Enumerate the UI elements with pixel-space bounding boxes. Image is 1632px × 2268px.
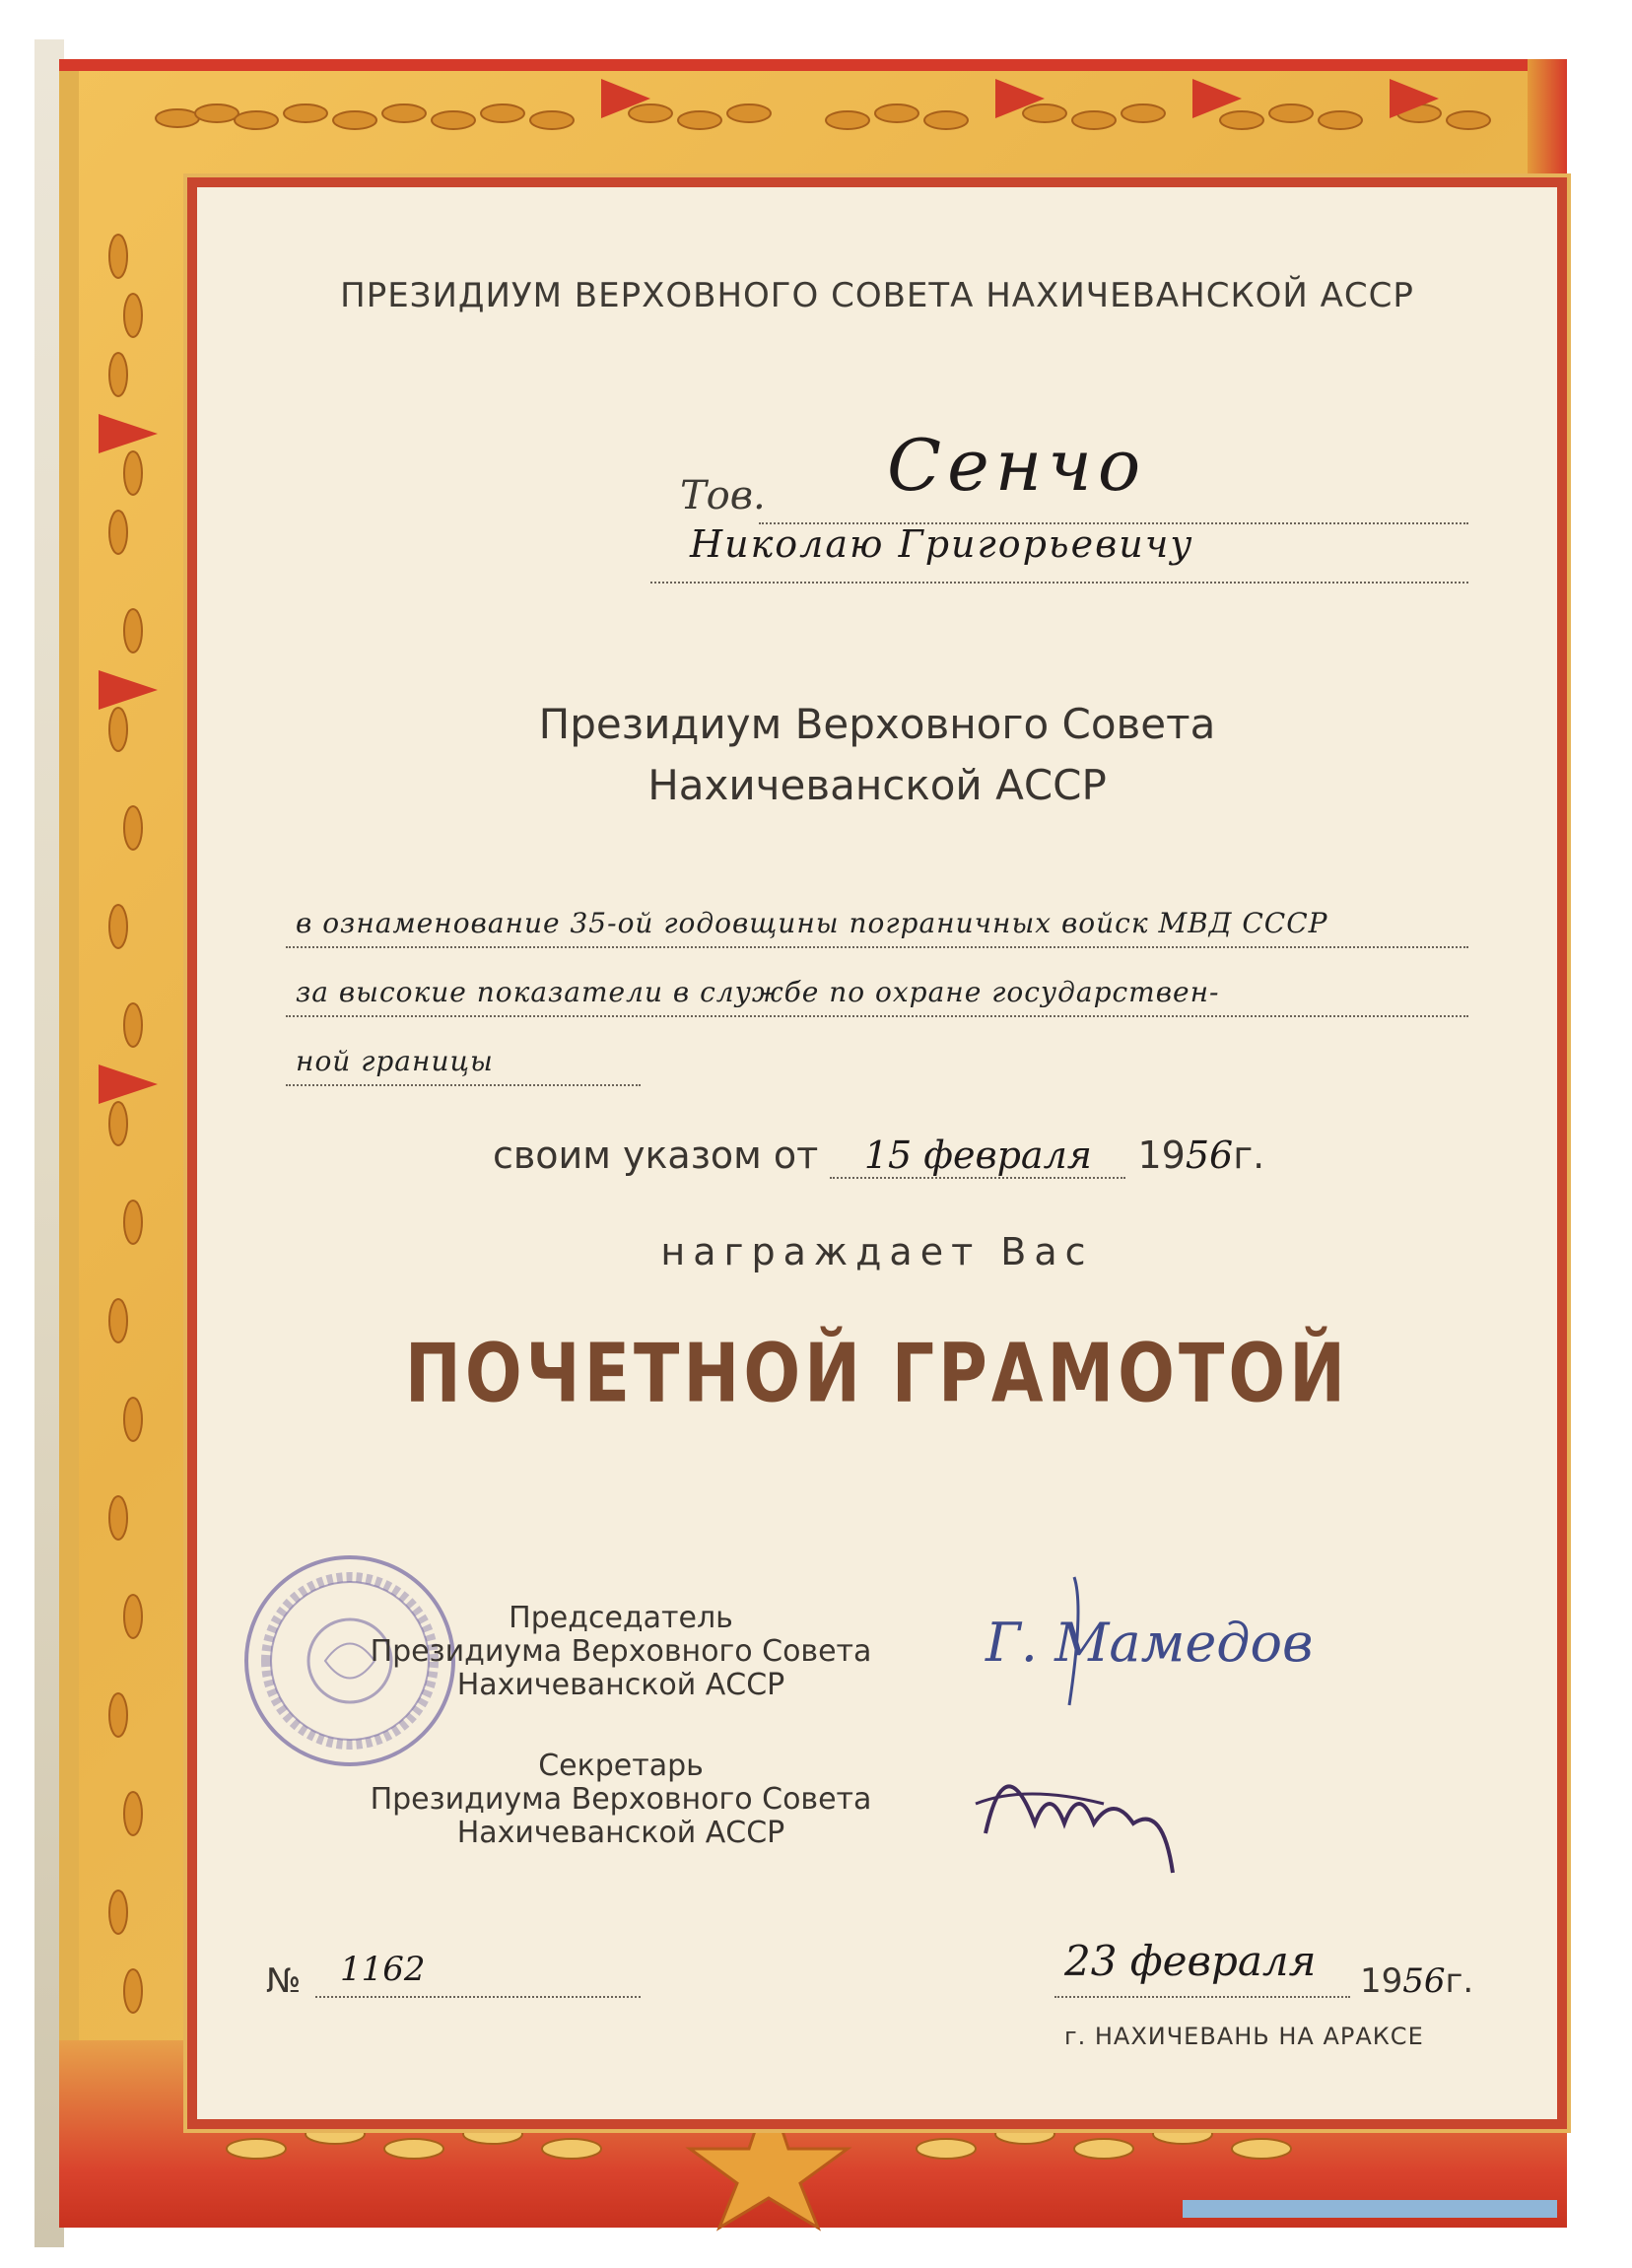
paper-edge-blue-strip	[1183, 2200, 1557, 2218]
red-flag-left-icon	[99, 414, 158, 1104]
decree-date: 15 февраля	[830, 1134, 1125, 1179]
reason-line-2-rule	[286, 1015, 1468, 1017]
body-title-line-2: Нахичеванской АССР	[647, 761, 1107, 809]
header-title: ПРЕЗИДИУМ ВЕРХОВНОГО СОВЕТА НАХИЧЕВАНСКОЙ АССР	[340, 276, 1414, 315]
chairman-signature	[976, 1567, 1314, 1715]
secretary-title-1: Секретарь	[538, 1749, 704, 1783]
decree-year-prefix: 19	[1137, 1134, 1186, 1177]
decree-prefix: своим указом от	[493, 1134, 819, 1177]
issued-date-line	[1054, 1996, 1350, 1998]
issued-year	[1360, 1961, 1473, 2001]
reason-line-1-rule	[286, 946, 1468, 948]
issue-city: г. НАХИЧЕВАНЬ НА АРАКСЕ	[1064, 2023, 1424, 2050]
issued-year-prefix: 19	[1360, 1961, 1403, 2001]
reason-line-1: в ознаменование 35-ой годовщины пограничных войск МВД СССР	[296, 907, 1328, 939]
secretary-title-3: Нахичеванской АССР	[456, 1816, 785, 1850]
chairman-title-1: Председатель	[509, 1601, 733, 1635]
chairman-signature-text: Г. Мамедов	[986, 1612, 1314, 1674]
document-number-line	[315, 1996, 641, 1998]
document-number-value: 1162	[340, 1950, 426, 1989]
reason-line-3-rule	[286, 1084, 641, 1086]
issued-year-suffix: 56	[1402, 1961, 1446, 2001]
certificate-frame	[59, 59, 1567, 2228]
recipient-given-names: Николаю Григорьевичу	[690, 522, 1194, 566]
issued-year-unit: г.	[1445, 1961, 1474, 2001]
chairman-title-3: Нахичеванской АССР	[456, 1668, 785, 1702]
recipient-surname: Сенчо	[887, 424, 1147, 507]
honor-title: ПОЧЕТНОЙ ГРАМОТОЙ	[404, 1328, 1350, 1421]
decree-year-suffix: 56	[1185, 1134, 1234, 1177]
decree-line	[493, 1134, 1264, 1179]
certificate-paper	[197, 187, 1557, 2119]
awards-line: награждает Вас	[660, 1230, 1094, 1273]
secretary-signature	[966, 1725, 1222, 1883]
chairman-title-2: Президиума Верховного Совета	[370, 1634, 872, 1669]
chairman-title-block	[345, 1602, 897, 1702]
decree-year-unit: г.	[1233, 1134, 1265, 1177]
secretary-title-2: Президиума Верховного Совета	[370, 1782, 872, 1817]
issued-date: 23 февраля	[1064, 1937, 1317, 1985]
secretary-title-block	[345, 1750, 897, 1850]
document-number-label: №	[266, 1961, 302, 2001]
wheat-ear-left-icon	[109, 235, 142, 2013]
recipient-label: Тов.	[680, 473, 766, 518]
wheat-ear-icon	[156, 104, 1490, 129]
body-title-line-1: Президиум Верховного Совета	[538, 700, 1216, 748]
given-names-line	[650, 582, 1468, 584]
reason-line-2: за высокие показатели в службе по охране государствен-	[296, 976, 1220, 1008]
reason-line-3: ной границы	[296, 1045, 494, 1077]
